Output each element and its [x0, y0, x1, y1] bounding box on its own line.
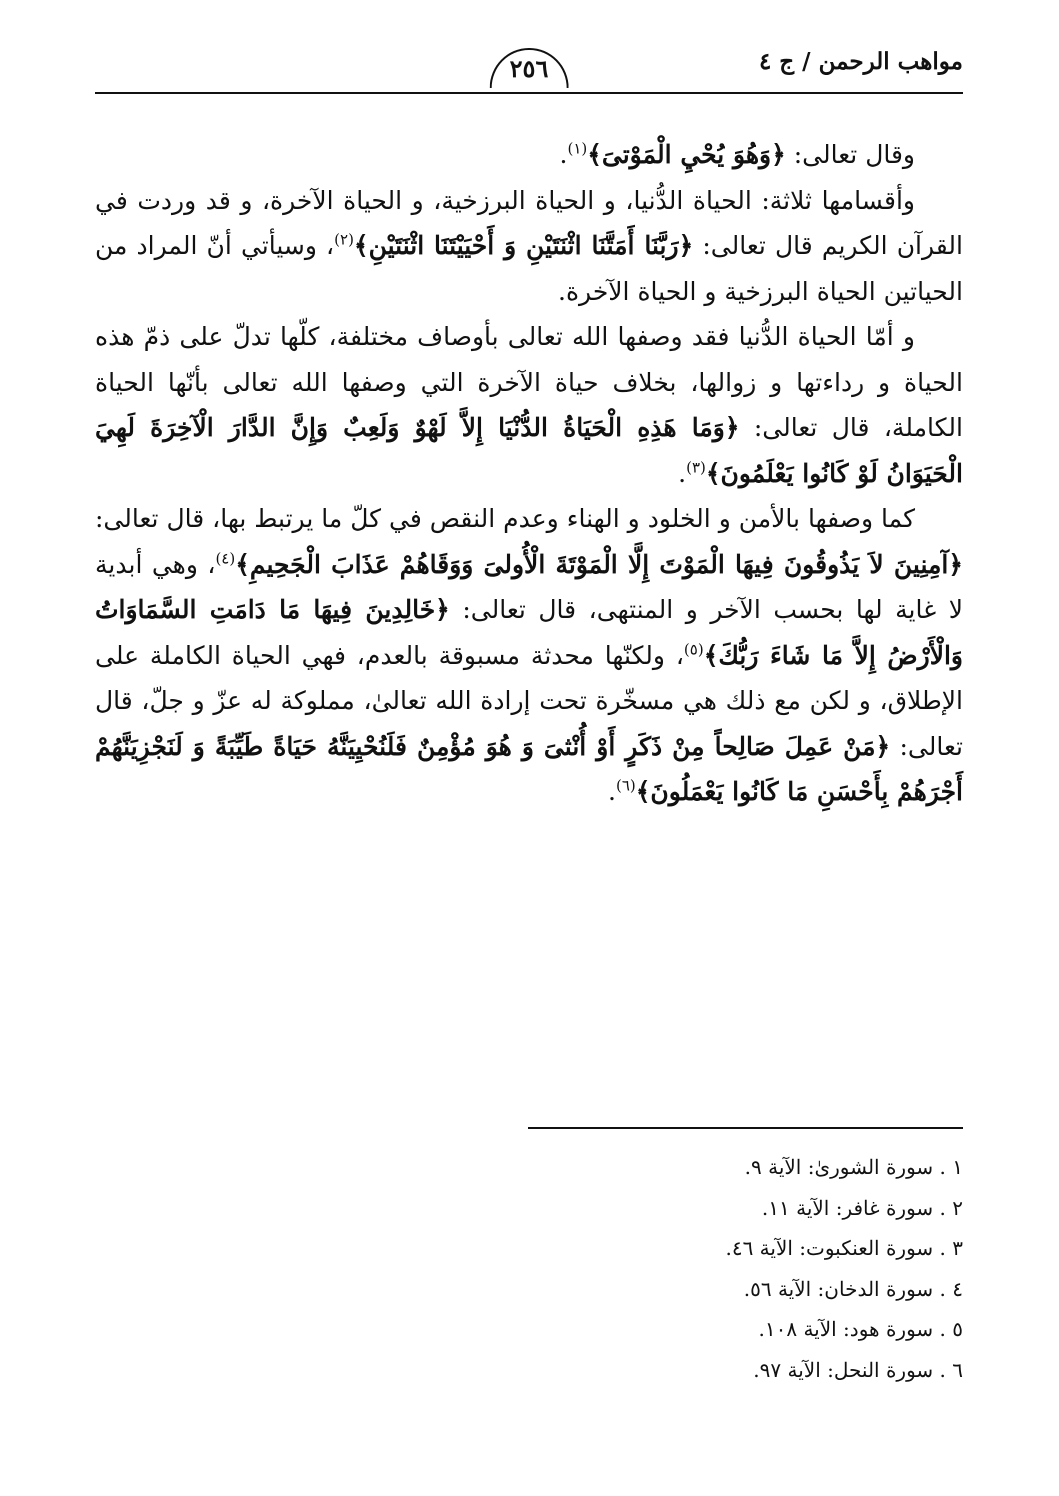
footnote: ٣ . سورة العنكبوت: الآية ٤٦. — [725, 1236, 963, 1260]
footnote-reference: (٤) — [215, 549, 236, 568]
paragraph — [95, 178, 963, 315]
document-page — [95, 30, 963, 1470]
paragraph-text: ، وسيأتي أنّ المراد من الحياتين الحياة البرزخية و الحياة الآخرة. — [95, 231, 963, 306]
quran-verse: ﴿مَنْ عَمِلَ صَالِحاً مِنْ ذَكَرٍ أَوْ أُنْثىَ وَ هُوَ مُؤْمِنٌ فَلَنُحْيِيَنَّهُ حَيَاةً طَيِّبَةً وَ لَنَجْزِيَنَّهُمْ أَجْرَهُمْ بِأَحْسَنِ مَا كَانُوا يَعْمَلُونَ﴾ — [95, 731, 963, 806]
footnote: ٦ . سورة النحل: الآية ٩٧. — [753, 1357, 963, 1382]
footnote-reference: (٢) — [334, 230, 354, 249]
quran-verse: ﴿وَمَا هَذِهِ الْحَيَاةُ الدُّنْيَا إِلاَّ لَهْوٌ وَلَعِبٌ وَإِنَّ الدَّارَ الْآخِرَةَ لَهِيَ الْحَيَوَانُ لَوْ كَانُوا يَعْلَمُونَ﴾ — [95, 413, 963, 488]
header-rule — [95, 92, 963, 94]
paragraph-text: . — [678, 458, 687, 488]
footnotes — [725, 1147, 963, 1390]
footnote: ٢ . سورة غافر: الآية ١١. — [761, 1195, 963, 1220]
page-header — [95, 48, 963, 100]
footnote: ٤ . سورة الدخان: الآية ٥٦. — [743, 1276, 963, 1301]
paragraph-text: و أمّا الحياة الدُّنيا فقد وصفها الله تعالى بأوصاف مختلفة، كلّها تدلّ على ذمّ هذه الحياة و رداءتها و زوالها، بخلاف حياة الآخرة التي وصفها الله تعالى بأنّها الحياة الكاملة، قال تعالى: — [95, 322, 963, 442]
paragraph-text: ، وهي أبدية لا غاية لها بحسب الآخر و المنتهى، قال تعالى: — [95, 549, 963, 624]
paragraph-text: . — [559, 140, 568, 169]
body-text — [95, 132, 963, 815]
footnote-reference: (٦) — [616, 776, 636, 795]
paragraph — [95, 132, 963, 178]
quran-verse: ﴿آمِنِينَ لاَ يَذُوقُونَ فِيهَا الْمَوْتَ إِلَّا الْمَوْتَةَ الْأُولىَ وَوَقَاهُمْ عَذَابَ الْجَحِيمِ﴾ — [235, 549, 963, 579]
paragraph — [95, 496, 963, 815]
quran-verse: ﴿وَهُوَ يُحْيِ الْمَوْتىَ﴾ — [587, 140, 786, 169]
quran-verse: ﴿رَبَّنَا أَمَتَّنَا اثْنَتَيْنِ وَ أَحْيَيْتَنَا اثْنَتَيْنِ﴾ — [353, 231, 694, 260]
quran-verse: ﴿خَالِدِينَ فِيهَا مَا دَامَتِ السَّمَاوَاتُ وَالْأَرْضُ إِلاَّ مَا شَاءَ رَبُّكَ﴾ — [95, 595, 963, 670]
paragraph-text: وأقسامها ثلاثة: الحياة الدُّنيا، و الحياة البرزخية، و الحياة الآخرة، و قد وردت في القرآن الكريم قال تعالى: — [95, 185, 963, 260]
paragraph — [95, 314, 963, 496]
footnote: ٥ . سورة هود: الآية ١٠٨. — [758, 1317, 963, 1341]
paragraph-text: . — [608, 777, 616, 806]
footnote-reference: (١) — [567, 139, 588, 158]
footnote-reference: (٥) — [683, 640, 704, 659]
page-number: ٢٥٦ — [490, 48, 569, 88]
running-title: مواهب الرحمن / ج ٤ — [758, 48, 963, 75]
paragraph-text: وقال تعالى: — [785, 140, 915, 169]
footnote-reference: (٣) — [686, 458, 706, 477]
paragraph-text: كما وصفها بالأمن و الخلود و الهناء وعدم النقص في كلّ ما يرتبط بها، قال تعالى: — [95, 504, 915, 533]
footnote-rule — [528, 1127, 963, 1129]
footnote: ١ . سورة الشورىٰ: الآية ٩. — [744, 1155, 963, 1179]
paragraph-text: ، ولكنّها محدثة مسبوقة بالعدم، فهي الحياة الكاملة على الإطلاق، و لكن مع ذلك هي مسخّرة تحت إرادة الله تعالىٰ، مملوكة له عزّ و جلّ، قال تعالى: — [95, 640, 963, 761]
